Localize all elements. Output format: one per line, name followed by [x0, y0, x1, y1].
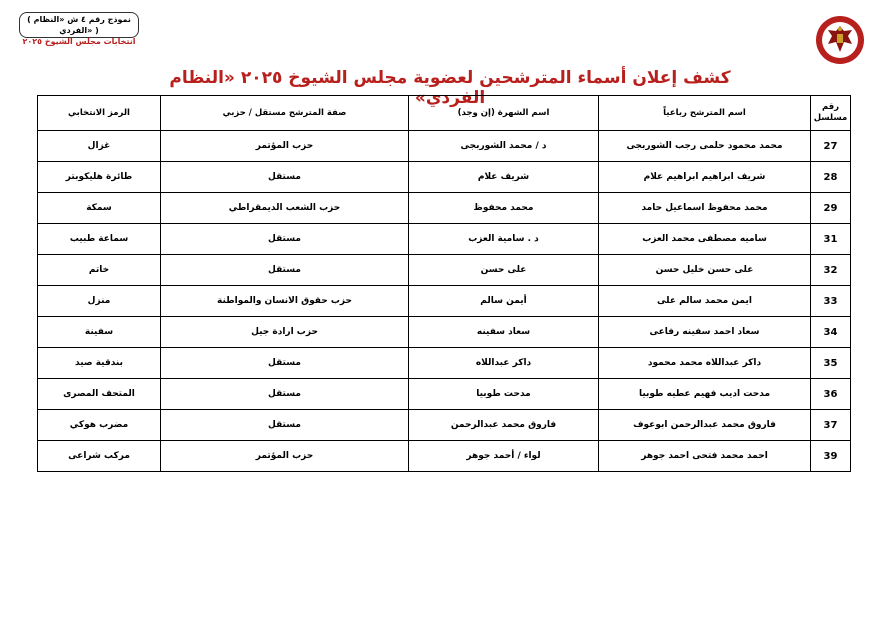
table-row	[38, 131, 851, 162]
cell-type: حزب المؤتمر	[161, 131, 409, 162]
cell-type: مستقل	[161, 255, 409, 286]
election-label: انتخابات مجلس الشيوخ ٢٠٢٥	[22, 37, 136, 46]
form-number-box	[19, 12, 139, 46]
cell-type: حزب حقوق الانسان والمواطنة	[161, 286, 409, 317]
cell-symbol: المتحف المصرى	[38, 379, 161, 410]
table-row	[38, 317, 851, 348]
cell-symbol: مركب شراعى	[38, 441, 161, 472]
form-number-label: ( نموذج رقم ٤ ش «النظام الفردي» )	[27, 15, 131, 35]
header-type: صفة المترشح مستقل / حزبي	[161, 96, 409, 131]
cell-symbol: خاتم	[38, 255, 161, 286]
cell-name: على حسن خليل حسن	[599, 255, 811, 286]
table-row	[38, 379, 851, 410]
cell-serial: 32	[811, 255, 851, 286]
page-title: كشف إعلان أسماء المترشحين لعضوية مجلس الشيوخ ٢٠٢٥ «النظام الفردي»	[169, 68, 731, 108]
cell-serial: 29	[811, 193, 851, 224]
cell-symbol: طائرة هليكوبتر	[38, 162, 161, 193]
header-fame: اسم الشهرة (إن وجد)	[409, 96, 599, 131]
cell-fame: أيمن سالم	[409, 286, 599, 317]
cell-symbol: غزال	[38, 131, 161, 162]
cell-fame: داكر عبداللاه	[409, 348, 599, 379]
cell-symbol: بندقية صيد	[38, 348, 161, 379]
cell-name: احمد محمد فتحى احمد جوهر	[599, 441, 811, 472]
candidates-table	[37, 95, 851, 472]
cell-symbol: مضرب هوكي	[38, 410, 161, 441]
header-symbol: الرمز الانتخابي	[38, 96, 161, 131]
cell-fame: فاروق محمد عبدالرحمن	[409, 410, 599, 441]
cell-name: فاروق محمد عبدالرحمن ابوعوف	[599, 410, 811, 441]
cell-fame: د . سامية العزب	[409, 224, 599, 255]
cell-type: حزب الشعب الديمقراطي	[161, 193, 409, 224]
cell-serial: 31	[811, 224, 851, 255]
cell-fame: محمد محفوظ	[409, 193, 599, 224]
cell-type: مستقل	[161, 224, 409, 255]
cell-serial: 34	[811, 317, 851, 348]
cell-symbol: سمكة	[38, 193, 161, 224]
table-row	[38, 441, 851, 472]
cell-symbol: سفينة	[38, 317, 161, 348]
cell-serial: 28	[811, 162, 851, 193]
cell-name: سعاد احمد سفينه رفاعى	[599, 317, 811, 348]
cell-type: مستقل	[161, 410, 409, 441]
cell-serial: 27	[811, 131, 851, 162]
header-serial: رقم مسلسل	[811, 96, 851, 131]
cell-symbol: سماعة طبيب	[38, 224, 161, 255]
table-row	[38, 193, 851, 224]
cell-type: مستقل	[161, 348, 409, 379]
cell-name: مدحت اديب فهيم عطيه طوبيا	[599, 379, 811, 410]
eagle-seal-icon	[814, 14, 866, 66]
cell-serial: 39	[811, 441, 851, 472]
cell-fame: شريف علام	[409, 162, 599, 193]
cell-name: شريف ابراهيم ابراهيم علام	[599, 162, 811, 193]
cell-type: مستقل	[161, 379, 409, 410]
cell-name: داكر عبداللاه محمد محمود	[599, 348, 811, 379]
cell-name: ايمن محمد سالم على	[599, 286, 811, 317]
table-row	[38, 348, 851, 379]
cell-type: حزب المؤتمر	[161, 441, 409, 472]
cell-symbol: منزل	[38, 286, 161, 317]
table-row	[38, 224, 851, 255]
cell-serial: 36	[811, 379, 851, 410]
table-header-row	[38, 96, 851, 131]
cell-name: محمد محمود حلمى رجب الشوربجى	[599, 131, 811, 162]
cell-fame: سعاد سفينه	[409, 317, 599, 348]
table-row	[38, 255, 851, 286]
cell-serial: 33	[811, 286, 851, 317]
cell-fame: على حسن	[409, 255, 599, 286]
cell-fame: د / محمد الشوربجى	[409, 131, 599, 162]
table-row	[38, 162, 851, 193]
cell-name: محمد محفوظ اسماعيل حامد	[599, 193, 811, 224]
cell-serial: 37	[811, 410, 851, 441]
table-row	[38, 410, 851, 441]
cell-type: حزب ارادة جيل	[161, 317, 409, 348]
header-name: اسم المترشح رباعياً	[599, 96, 811, 131]
cell-serial: 35	[811, 348, 851, 379]
table-row	[38, 286, 851, 317]
cell-fame: مدحت طوبيا	[409, 379, 599, 410]
cell-name: ساميه مصطفى محمد العزب	[599, 224, 811, 255]
cell-fame: لواء / أحمد جوهر	[409, 441, 599, 472]
cell-type: مستقل	[161, 162, 409, 193]
